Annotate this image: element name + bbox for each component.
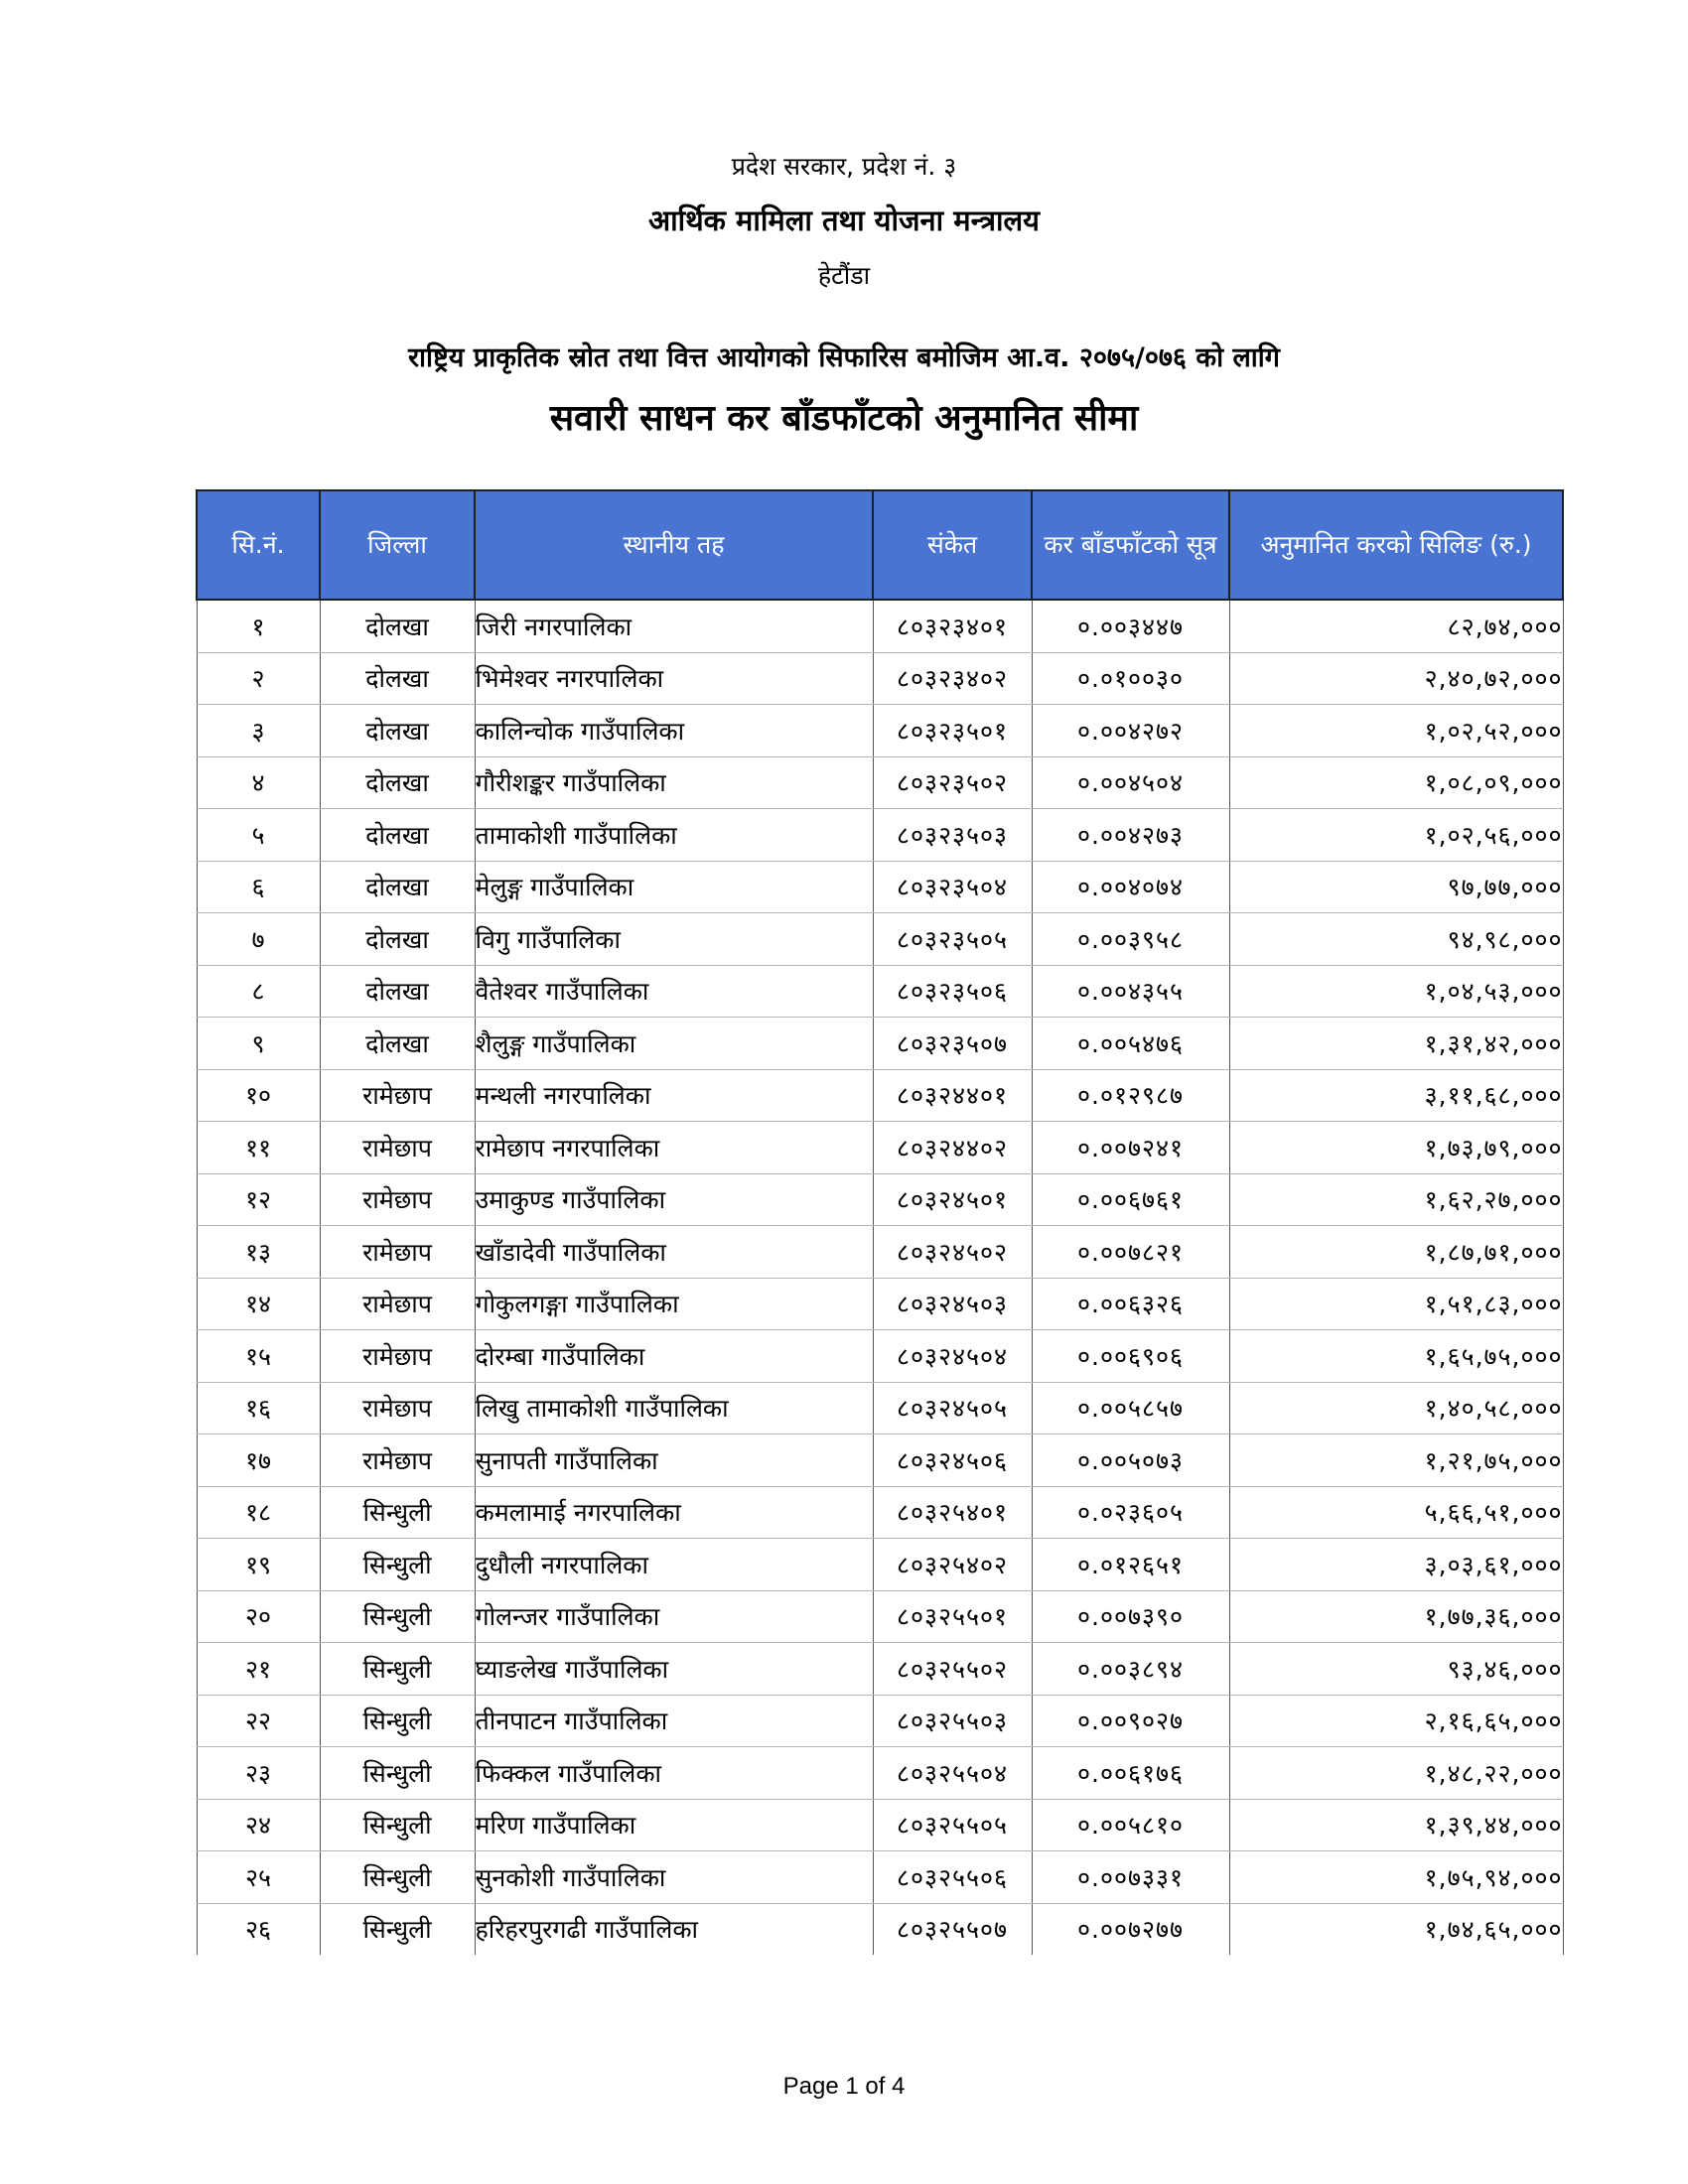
- page-title: सवारी साधन कर बाँडफाँटको अनुमानित सीमा: [549, 398, 1139, 439]
- cell-local: मरिण गाउँपालिका: [475, 1799, 873, 1851]
- cell-formula: ०.००५८१०: [1032, 1799, 1229, 1851]
- cell-sn: ११: [197, 1122, 320, 1174]
- cell-district: रामेछाप: [320, 1226, 475, 1279]
- cell-code: ८०३२४५०५: [873, 1382, 1032, 1434]
- cell-sn: ३: [197, 705, 320, 757]
- cell-code: ८०३२४५०६: [873, 1434, 1032, 1487]
- cell-formula: ०.००३४४७: [1032, 600, 1229, 652]
- page-number: Page 1 of 4: [782, 2073, 906, 2100]
- cell-local: कालिन्चोक गाउँपालिका: [475, 705, 873, 757]
- cell-local: तामाकोशी गाउँपालिका: [475, 809, 873, 862]
- cell-sn: १६: [197, 1382, 320, 1434]
- cell-code: ८०३२५५०२: [873, 1643, 1032, 1696]
- cell-code: ८०३२४४०२: [873, 1122, 1032, 1174]
- tax-allocation-table: [196, 489, 1564, 1955]
- cell-code: ८०३२३५०१: [873, 705, 1032, 757]
- cell-sn: १७: [197, 1434, 320, 1487]
- cell-local: रामेछाप नगरपालिका: [475, 1122, 873, 1174]
- cell-sn: ९: [197, 1018, 320, 1070]
- cell-district: दोलखा: [320, 809, 475, 862]
- table-row: [197, 1903, 1563, 1955]
- cell-local: दुधौली नगरपालिका: [475, 1539, 873, 1591]
- cell-district: दोलखा: [320, 1018, 475, 1070]
- cell-sn: २: [197, 652, 320, 705]
- cell-amount: ९४,९८,०००: [1229, 913, 1563, 966]
- table-row: [197, 1069, 1563, 1122]
- cell-formula: ०.००३९५८: [1032, 913, 1229, 966]
- cell-local: भिमेश्वर नगरपालिका: [475, 652, 873, 705]
- cell-sn: २६: [197, 1903, 320, 1955]
- cell-code: ८०३२३५०४: [873, 861, 1032, 913]
- cell-district: रामेछाप: [320, 1122, 475, 1174]
- table-row: [197, 756, 1563, 809]
- cell-amount: १,८७,७१,०००: [1229, 1226, 1563, 1279]
- cell-local: फिक्कल गाउँपालिका: [475, 1747, 873, 1800]
- table-row: [197, 1173, 1563, 1226]
- cell-code: ८०३२४५०३: [873, 1278, 1032, 1330]
- cell-amount: १,२१,७५,०००: [1229, 1434, 1563, 1487]
- cell-formula: ०.०२३६०५: [1032, 1486, 1229, 1539]
- cell-formula: ०.००७२७७: [1032, 1903, 1229, 1955]
- cell-code: ८०३२५५०७: [873, 1903, 1032, 1955]
- table-row: [197, 705, 1563, 757]
- cell-district: रामेछाप: [320, 1434, 475, 1487]
- cell-code: ८०३२५४०१: [873, 1486, 1032, 1539]
- header-location: हेटौंडा: [817, 261, 871, 290]
- cell-sn: १९: [197, 1539, 320, 1591]
- cell-formula: ०.००४३५५: [1032, 965, 1229, 1018]
- cell-formula: ०.००७२४१: [1032, 1122, 1229, 1174]
- cell-amount: १,०८,०९,०००: [1229, 756, 1563, 809]
- cell-district: रामेछाप: [320, 1069, 475, 1122]
- cell-sn: १०: [197, 1069, 320, 1122]
- header-ministry: आर्थिक मामिला तथा योजना मन्त्रालय: [647, 204, 1040, 237]
- table-row: [197, 809, 1563, 862]
- cell-district: दोलखा: [320, 861, 475, 913]
- table-row: [197, 1486, 1563, 1539]
- cell-district: सिन्धुली: [320, 1590, 475, 1643]
- cell-local: कमलामाई नगरपालिका: [475, 1486, 873, 1539]
- cell-district: सिन्धुली: [320, 1903, 475, 1955]
- cell-code: ८०३२४५०२: [873, 1226, 1032, 1279]
- cell-district: रामेछाप: [320, 1278, 475, 1330]
- cell-code: ८०३२५५०३: [873, 1695, 1032, 1747]
- col-header-code: संकेत: [873, 490, 1032, 600]
- cell-sn: ५: [197, 809, 320, 862]
- cell-code: ८०३२३५०३: [873, 809, 1032, 862]
- cell-amount: २,१६,६५,०००: [1229, 1695, 1563, 1747]
- table-row: [197, 600, 1563, 652]
- cell-district: रामेछाप: [320, 1173, 475, 1226]
- cell-sn: १८: [197, 1486, 320, 1539]
- table-row: [197, 1539, 1563, 1591]
- cell-sn: २०: [197, 1590, 320, 1643]
- cell-code: ८०३२३५०२: [873, 756, 1032, 809]
- table-row: [197, 1851, 1563, 1904]
- cell-local: सुनापती गाउँपालिका: [475, 1434, 873, 1487]
- cell-code: ८०३२३४०१: [873, 600, 1032, 652]
- col-header-sn: सि.नं.: [197, 490, 320, 600]
- cell-sn: २३: [197, 1747, 320, 1800]
- cell-sn: २१: [197, 1643, 320, 1696]
- cell-code: ८०३२३५०५: [873, 913, 1032, 966]
- cell-formula: ०.००६९०६: [1032, 1330, 1229, 1383]
- cell-amount: १,६५,७५,०००: [1229, 1330, 1563, 1383]
- cell-code: ८०३२५५०१: [873, 1590, 1032, 1643]
- cell-local: लिखु तामाकोशी गाउँपालिका: [475, 1382, 873, 1434]
- cell-code: ८०३२५५०५: [873, 1799, 1032, 1851]
- cell-sn: २२: [197, 1695, 320, 1747]
- cell-local: दोरम्बा गाउँपालिका: [475, 1330, 873, 1383]
- cell-code: ८०३२५४०२: [873, 1539, 1032, 1591]
- cell-formula: ०.००७३९०: [1032, 1590, 1229, 1643]
- cell-local: तीनपाटन गाउँपालिका: [475, 1695, 873, 1747]
- cell-sn: १५: [197, 1330, 320, 1383]
- cell-amount: ५,६६,५१,०००: [1229, 1486, 1563, 1539]
- cell-district: रामेछाप: [320, 1382, 475, 1434]
- cell-amount: ३,११,६८,०००: [1229, 1069, 1563, 1122]
- cell-district: सिन्धुली: [320, 1851, 475, 1904]
- table-row: [197, 1643, 1563, 1696]
- cell-district: दोलखा: [320, 965, 475, 1018]
- table-row: [197, 1799, 1563, 1851]
- table-row: [197, 861, 1563, 913]
- table-row: [197, 913, 1563, 966]
- cell-local: गोलन्जर गाउँपालिका: [475, 1590, 873, 1643]
- cell-district: दोलखा: [320, 600, 475, 652]
- cell-sn: १३: [197, 1226, 320, 1279]
- cell-code: ८०३२५५०४: [873, 1747, 1032, 1800]
- cell-formula: ०.००७३३१: [1032, 1851, 1229, 1904]
- cell-local: जिरी नगरपालिका: [475, 600, 873, 652]
- cell-formula: ०.०१२६५१: [1032, 1539, 1229, 1591]
- cell-amount: १,६२,२७,०००: [1229, 1173, 1563, 1226]
- cell-code: ८०३२४५०४: [873, 1330, 1032, 1383]
- cell-formula: ०.००४२७३: [1032, 809, 1229, 862]
- cell-formula: ०.००४२७२: [1032, 705, 1229, 757]
- cell-formula: ०.००९०२७: [1032, 1695, 1229, 1747]
- cell-district: सिन्धुली: [320, 1486, 475, 1539]
- cell-code: ८०३२४५०१: [873, 1173, 1032, 1226]
- cell-local: शैलुङ्ग गाउँपालिका: [475, 1018, 873, 1070]
- cell-amount: ९३,४६,०००: [1229, 1643, 1563, 1696]
- cell-sn: ७: [197, 913, 320, 966]
- cell-sn: ८: [197, 965, 320, 1018]
- cell-formula: ०.००६१७६: [1032, 1747, 1229, 1800]
- cell-amount: १,३१,४२,०००: [1229, 1018, 1563, 1070]
- cell-local: खाँडादेवी गाउँपालिका: [475, 1226, 873, 1279]
- table-row: [197, 1278, 1563, 1330]
- cell-formula: ०.००६७६१: [1032, 1173, 1229, 1226]
- cell-sn: २५: [197, 1851, 320, 1904]
- col-header-formula: कर बाँडफाँटको सूत्र: [1032, 490, 1229, 600]
- cell-formula: ०.०१००३०: [1032, 652, 1229, 705]
- cell-amount: १,५१,८३,०००: [1229, 1278, 1563, 1330]
- cell-formula: ०.००५४७६: [1032, 1018, 1229, 1070]
- cell-amount: १,७४,६५,०००: [1229, 1903, 1563, 1955]
- cell-district: सिन्धुली: [320, 1695, 475, 1747]
- cell-local: गौरीशङ्कर गाउँपालिका: [475, 756, 873, 809]
- cell-local: मेलुङ्ग गाउँपालिका: [475, 861, 873, 913]
- cell-district: सिन्धुली: [320, 1539, 475, 1591]
- cell-sn: ६: [197, 861, 320, 913]
- table-row: [197, 1590, 1563, 1643]
- cell-formula: ०.००७८२१: [1032, 1226, 1229, 1279]
- cell-formula: ०.००४५०४: [1032, 756, 1229, 809]
- cell-formula: ०.००६३२६: [1032, 1278, 1229, 1330]
- cell-formula: ०.००५८५७: [1032, 1382, 1229, 1434]
- cell-amount: १,३९,४४,०००: [1229, 1799, 1563, 1851]
- table-row: [197, 1122, 1563, 1174]
- cell-amount: १,४०,५८,०००: [1229, 1382, 1563, 1434]
- table-row: [197, 1434, 1563, 1487]
- cell-amount: १,०२,५६,०००: [1229, 809, 1563, 862]
- cell-code: ८०३२३५०७: [873, 1018, 1032, 1070]
- table-header-row: [197, 490, 1563, 600]
- cell-code: ८०३२३४०२: [873, 652, 1032, 705]
- cell-code: ८०३२३५०६: [873, 965, 1032, 1018]
- cell-local: उमाकुण्ड गाउँपालिका: [475, 1173, 873, 1226]
- cell-local: मन्थली नगरपालिका: [475, 1069, 873, 1122]
- cell-local: सुनकोशी गाउँपालिका: [475, 1851, 873, 1904]
- cell-amount: १,०४,५३,०००: [1229, 965, 1563, 1018]
- cell-amount: १,७३,७९,०००: [1229, 1122, 1563, 1174]
- cell-code: ८०३२४४०१: [873, 1069, 1032, 1122]
- cell-amount: २,४०,७२,०००: [1229, 652, 1563, 705]
- cell-sn: १४: [197, 1278, 320, 1330]
- cell-district: सिन्धुली: [320, 1747, 475, 1800]
- cell-sn: १: [197, 600, 320, 652]
- cell-amount: १,०२,५२,०००: [1229, 705, 1563, 757]
- cell-sn: ४: [197, 756, 320, 809]
- cell-district: दोलखा: [320, 705, 475, 757]
- table-row: [197, 1330, 1563, 1383]
- table-row: [197, 1018, 1563, 1070]
- cell-district: सिन्धुली: [320, 1643, 475, 1696]
- table-row: [197, 652, 1563, 705]
- cell-amount: ८२,७४,०००: [1229, 600, 1563, 652]
- cell-sn: २४: [197, 1799, 320, 1851]
- cell-amount: ३,०३,६१,०००: [1229, 1539, 1563, 1591]
- cell-formula: ०.००४०७४: [1032, 861, 1229, 913]
- cell-amount: १,७७,३६,०००: [1229, 1590, 1563, 1643]
- header-province: प्रदेश सरकार, प्रदेश नं. ३: [731, 152, 957, 181]
- cell-district: रामेछाप: [320, 1330, 475, 1383]
- table-row: [197, 1226, 1563, 1279]
- cell-district: दोलखा: [320, 652, 475, 705]
- cell-local: विगु गाउँपालिका: [475, 913, 873, 966]
- cell-sn: १२: [197, 1173, 320, 1226]
- cell-formula: ०.०१२९८७: [1032, 1069, 1229, 1122]
- cell-amount: १,४८,२२,०००: [1229, 1747, 1563, 1800]
- cell-code: ८०३२५५०६: [873, 1851, 1032, 1904]
- cell-formula: ०.००५०७३: [1032, 1434, 1229, 1487]
- cell-amount: १,७५,९४,०००: [1229, 1851, 1563, 1904]
- table-row: [197, 1695, 1563, 1747]
- cell-district: दोलखा: [320, 756, 475, 809]
- cell-district: सिन्धुली: [320, 1799, 475, 1851]
- cell-amount: ९७,७७,०००: [1229, 861, 1563, 913]
- col-header-district: जिल्ला: [320, 490, 475, 600]
- cell-local: घ्याङलेख गाउँपालिका: [475, 1643, 873, 1696]
- table-row: [197, 1382, 1563, 1434]
- cell-local: हरिहरपुरगढी गाउँपालिका: [475, 1903, 873, 1955]
- table-row: [197, 1747, 1563, 1800]
- table-row: [197, 965, 1563, 1018]
- cell-district: दोलखा: [320, 913, 475, 966]
- header-subtitle: राष्ट्रिय प्राकृतिक स्रोत तथा वित्त आयोगको सिफारिस बमोजिम आ.व. २०७५/०७६ को लागि: [407, 342, 1280, 373]
- col-header-amount: अनुमानित करको सिलिङ (रु.): [1229, 490, 1563, 600]
- cell-local: गोकुलगङ्गा गाउँपालिका: [475, 1278, 873, 1330]
- col-header-local: स्थानीय तह: [475, 490, 873, 600]
- cell-formula: ०.००३८९४: [1032, 1643, 1229, 1696]
- cell-local: वैतेश्वर गाउँपालिका: [475, 965, 873, 1018]
